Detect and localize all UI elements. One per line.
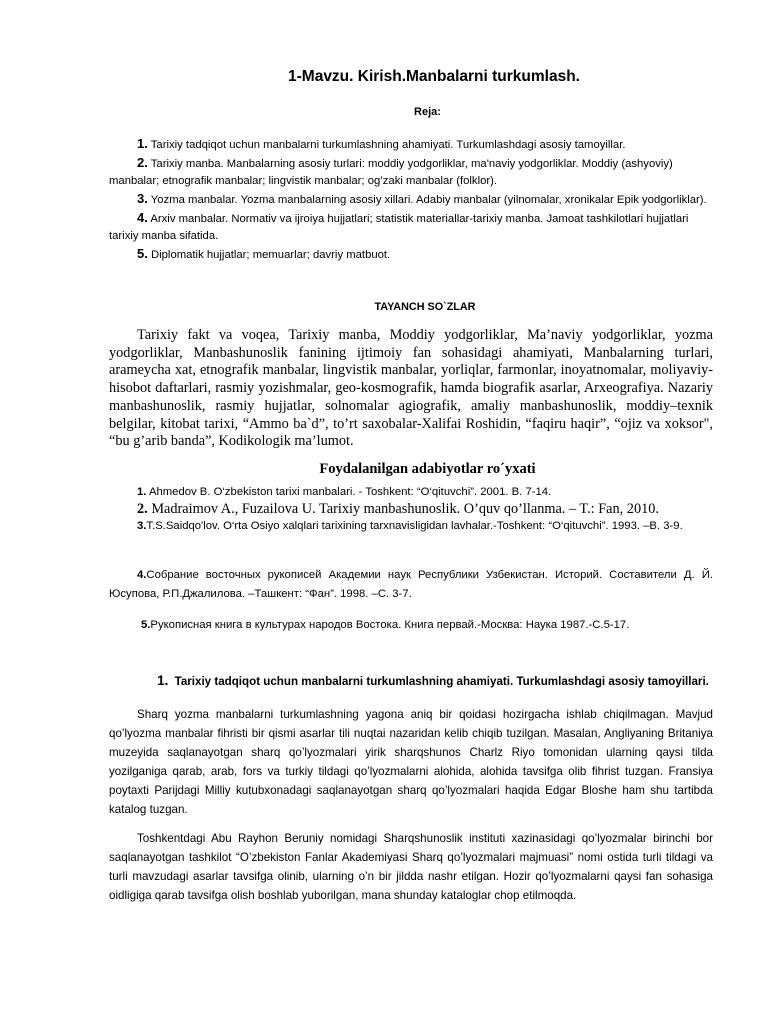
plan-item-text: Diplomatik hujjatlar; memuarlar; davriy matbuot. (150, 249, 391, 261)
section-heading-text: Tarixiy tadqiqot uchun manbalarni turkumlashning ahamiyati. Turkumlashdagi asosiy tamoyillari. (174, 675, 709, 688)
literature-item-number: 4. (137, 569, 147, 581)
plan-item-number: 3. (137, 191, 148, 206)
plan-list (109, 135, 719, 264)
plan-item-text: Tarixiy tadqiqot uchun manbalarni turkumlashning ahamiyati. Turkumlashdagi asosiy tamoyillar. (150, 139, 626, 151)
page-title: 1-Mavzu. Kirish.Manbalarni turkumlash. (288, 68, 580, 85)
literature-item-number: 5. (141, 619, 151, 631)
literature-item-number: 2. (137, 501, 148, 517)
plan-item (109, 245, 719, 264)
plan-item-number: 5. (137, 246, 148, 261)
plan-item (109, 154, 719, 190)
literature-heading: Foydalanilgan adabiyotlar ro´yxati (319, 461, 536, 477)
plan-item-text: Arxiv manbalar. Normativ va ijroiya hujjatlari; statistik materiallar-tarixiy manba. Jamoat tashkilotlari hujjatlari tarixiy manba sifatida. (109, 213, 689, 242)
plan-item (109, 135, 719, 154)
keywords-paragraph: Tarixiy fakt va voqea, Tarixiy manba, Moddiy yodgorliklar, Ma’naviy yodgorliklar, yozma yodgorliklar, Manbashunoslik fanining ijtimoiy fan sohasidagi ahamiyati, Manbalarning turlari, arameycha xat, etnografik manbalar, lingvistik manbalar, yorliqlar, farmonlar, inoyatnomalar, moliyaviy-hisobot daftarlari, rasmiy yozishmalar, geo-kosmografik, hamda biografik asarlar, Arxeografiya. Nazariy manbashunoslik, rasmiy hujjatlar, solnomalar agiografik, amaliy manbashunoslik, moddiy–texnik belgilar, kitobat tarixi, “Ammo ba`d”, to’rt saxobalar-Xalifai Roshidin, “faqiru haqir”, “ojiz va xoksor", “bu g’arib banda”, Kodikologik ma’lumot. (109, 327, 713, 450)
keywords-heading: TAYANCH SO`ZLAR (374, 301, 476, 313)
section-paragraph: Sharq yozma manbalarni turkumlashning yagona aniq bir qoidasi hozirgacha ishlab chiqilmagan. Mavjud qo’lyozma manbalar fihristi bir qismi asarlar tili nuqtai nazaridan kelib chiqib tuzilgan. Masalan, Angliyaning Britaniya muzeyida saqlanayotgan sharq qo’lyozmalari yirik sharqshunos Charlz Riyo tomonidan ularning qaysi tilda yozilganiga qarab, arab, fors va turkiy tildagi qo’lyozmalarni alohida, alohida tavsifga olib fihrist tuzgan. Fransiya poytaxti Parijdagi Milliy kutubxonadagi saqlanayotgan sharq qo’lyozmalari haqida Edgar Bloshe ham shu tartibda katalog tuzgan. (109, 708, 713, 816)
literature-item (109, 517, 713, 536)
plan-item-text: Yozma manbalar. Yozma manbalarning asosiy xillari. Adabiy manbalar (yilnomalar, xronikalar Epik yodgorliklar). (150, 194, 707, 206)
plan-item-text: Tarixiy manba. Manbalarning asosiy turlari: moddiy yodgorliklar, ma'naviy yodgorliklar. Moddiy (ashyoviy) manbalar; etnografik manbalar; lingvistik manbalar; og’zaki manbalar (folklor). (109, 158, 673, 187)
literature-item-text: T.S.Saidqo'lov. O‘rta Osiyo xalqlari tarixining tarxnavisligidan lavhalar.-Toshkent: “O‘qituvchi”. 1993. –B. 3-9. (146, 520, 683, 532)
plan-item-number: 1. (137, 136, 148, 151)
plan-item-number: 2. (137, 155, 148, 170)
literature-item (109, 566, 713, 604)
literature-item-text: Рукописная книга в культурах народов Востока. Книга первай.-Москва: Наука 1987.-С.5-17. (150, 619, 630, 631)
literature-item-text: Ahmedov B. O‘zbekiston tarixi manbalari. - Toshkent: “O‘qituvchi”. 2001. B. 7-14. (148, 486, 552, 498)
section-paragraph: Toshkentdagi Abu Rayhon Beruniy nomidagi Sharqshunoslik instituti xazinasidagi qo’lyozmalar birinchi bor saqlanayotgan tashkilot “O’zbekiston Fanlar Akademiyasi Sharq qo’lyozmalari majmuasi” nomi ostida turli tildagi va turli mavzudagi asarlar tavsifga olinib, ularning o’n bir jildda nashr etilgan. Hozir qo’lyozmalarni qaysi fan sohasiga oidligiga qarab tavsifga olish boshlab yuborilgan, mana shunday kataloglar chop etilmoqda. (109, 832, 713, 902)
literature-item-number: 1. (137, 486, 147, 498)
literature-item-number: 3. (137, 520, 147, 532)
section-heading (109, 672, 757, 690)
section-number: 1. (157, 673, 169, 688)
plan-item (109, 209, 719, 245)
plan-item-number: 4. (137, 210, 148, 225)
literature-item (109, 616, 713, 635)
plan-heading: Reja: (414, 106, 441, 118)
literature-item-text: Собрание восточных рукописей Академии наук Республики Узбекистан. Историй. Составители Д. Й. Юсупова, Р.П.Джалилова. –Ташкент: “Фан”. 1998. –С. 3-7. (109, 569, 713, 600)
plan-item (109, 190, 719, 209)
literature-item-text: Madraimov A., Fuzailova U. Tarixiy manbashunoslik. O’quv qo’llanma. – T.: Fan, 2010. (151, 501, 659, 517)
